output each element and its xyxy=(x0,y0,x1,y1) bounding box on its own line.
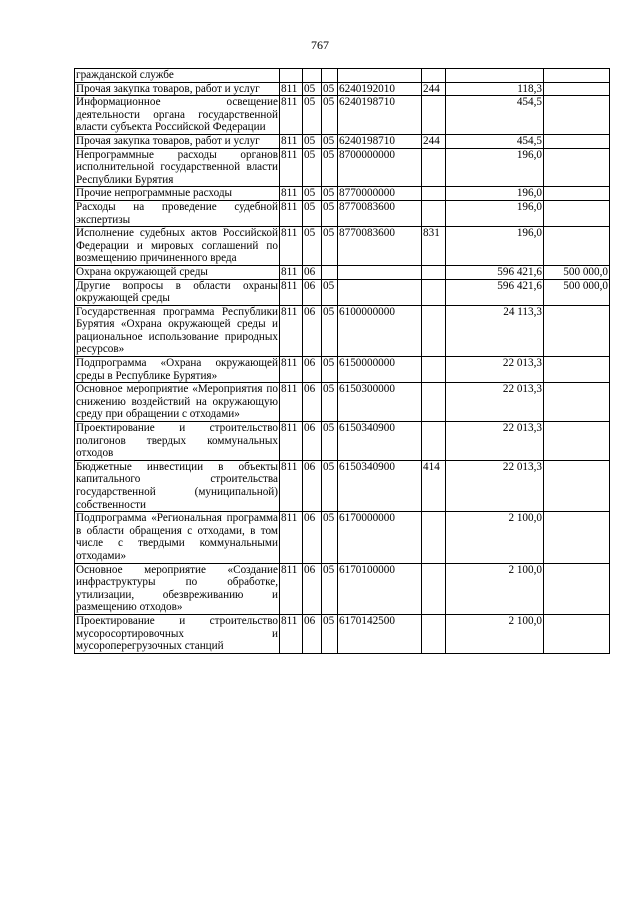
section-code-cell xyxy=(303,69,322,83)
target-article-cell: 8770083600 xyxy=(338,227,422,266)
expense-type-cell xyxy=(422,563,446,614)
expense-name-cell: Подпрограмма «Региональная программа в области обращения с отходами, в том числе с твердыми коммунальными отходами» xyxy=(76,512,278,562)
expense-type-cell xyxy=(422,305,446,356)
target-article-cell: 6150340900 xyxy=(338,460,422,511)
ministry-code-cell: 811 xyxy=(280,305,303,356)
amount-extra-cell xyxy=(544,563,610,614)
subsection-code-cell: 05 xyxy=(322,305,338,356)
section-code-cell: 05 xyxy=(303,82,322,96)
section-code-cell: 05 xyxy=(303,96,322,135)
ministry-code-cell: 811 xyxy=(280,460,303,511)
expense-name-cell: Расходы на проведение судебной экспертизы xyxy=(76,200,278,226)
amount-cell: 22 013,3 xyxy=(446,460,544,511)
amount-cell: 196,0 xyxy=(446,187,544,201)
ministry-code-cell: 811 xyxy=(280,134,303,148)
target-article-cell: 8770000000 xyxy=(338,187,422,201)
subsection-code-cell: 05 xyxy=(322,383,338,422)
amount-extra-cell xyxy=(544,82,610,96)
expense-name-cell: Проектирование и строительство полигонов твердых коммунальных отходов xyxy=(76,422,278,460)
table-row xyxy=(75,305,610,356)
target-article-cell: 6240192010 xyxy=(338,82,422,96)
subsection-code-cell: 05 xyxy=(322,357,338,383)
amount-cell: 22 013,3 xyxy=(446,357,544,383)
table-row xyxy=(75,357,610,383)
table-row xyxy=(75,200,610,226)
table-row xyxy=(75,563,610,614)
section-code-cell: 05 xyxy=(303,187,322,201)
amount-extra-cell xyxy=(544,422,610,461)
amount-cell: 118,3 xyxy=(446,82,544,96)
expense-name-cell: Непрограммные расходы органов исполнительной государственной власти Республики Бурятия xyxy=(76,148,278,186)
amount-cell: 24 113,3 xyxy=(446,305,544,356)
target-article-cell: 6150340900 xyxy=(338,422,422,461)
expense-type-cell: 244 xyxy=(422,134,446,148)
section-code-cell: 05 xyxy=(303,227,322,266)
target-article-cell xyxy=(338,279,422,305)
expense-type-cell xyxy=(422,187,446,201)
subsection-code-cell: 05 xyxy=(322,200,338,226)
target-article-cell: 8770083600 xyxy=(338,200,422,226)
ministry-code-cell: 811 xyxy=(280,279,303,305)
ministry-code-cell: 811 xyxy=(280,512,303,563)
ministry-code-cell: 811 xyxy=(280,96,303,135)
expense-name-cell: Информационное освещение деятельности органа государственной власти субъекта Российской Федерации xyxy=(76,96,278,134)
table-row xyxy=(75,227,610,266)
amount-extra-cell xyxy=(544,383,610,422)
subsection-code-cell: 05 xyxy=(322,279,338,305)
subsection-code-cell: 05 xyxy=(322,82,338,96)
amount-cell: 2 100,0 xyxy=(446,563,544,614)
ministry-code-cell: 811 xyxy=(280,148,303,187)
subsection-code-cell xyxy=(322,265,338,279)
ministry-code-cell: 811 xyxy=(280,200,303,226)
table-row xyxy=(75,279,610,305)
expense-name-cell: Проектирование и строительство мусоросортировочных и мусороперегрузочных станций xyxy=(76,614,278,653)
amount-extra-cell xyxy=(544,357,610,383)
subsection-code-cell: 05 xyxy=(322,614,338,653)
table-row xyxy=(75,69,610,83)
ministry-code-cell: 811 xyxy=(280,614,303,653)
expense-name-cell: Исполнение судебных актов Российской Федерации и мировых соглашений по возмещению причиненного вреда xyxy=(76,227,278,265)
amount-cell: 596 421,6 xyxy=(446,265,544,279)
table-row xyxy=(75,422,610,461)
ministry-code-cell: 811 xyxy=(280,187,303,201)
expense-type-cell xyxy=(422,422,446,461)
amount-extra-cell xyxy=(544,460,610,511)
expense-type-cell xyxy=(422,200,446,226)
amount-extra-cell: 500 000,0 xyxy=(544,265,610,279)
amount-cell: 454,5 xyxy=(446,134,544,148)
expense-type-cell: 244 xyxy=(422,82,446,96)
expense-type-cell xyxy=(422,148,446,187)
table-row xyxy=(75,460,610,511)
expense-type-cell xyxy=(422,383,446,422)
target-article-cell: 8700000000 xyxy=(338,148,422,187)
section-code-cell: 05 xyxy=(303,200,322,226)
amount-extra-cell xyxy=(544,148,610,187)
ministry-code-cell: 811 xyxy=(280,82,303,96)
ministry-code-cell: 811 xyxy=(280,422,303,461)
target-article-cell: 6240198710 xyxy=(338,134,422,148)
expense-type-cell xyxy=(422,357,446,383)
subsection-code-cell: 05 xyxy=(322,563,338,614)
subsection-code-cell: 05 xyxy=(322,227,338,266)
table-row xyxy=(75,96,610,135)
ministry-code-cell: 811 xyxy=(280,227,303,266)
section-code-cell: 06 xyxy=(303,460,322,511)
expense-name-cell: Основное мероприятие «Мероприятия по снижению воздействий на окружающую среду при обращении с отходами» xyxy=(76,383,278,421)
section-code-cell: 06 xyxy=(303,614,322,653)
amount-cell: 22 013,3 xyxy=(446,422,544,461)
target-article-cell: 6150000000 xyxy=(338,357,422,383)
subsection-code-cell: 05 xyxy=(322,512,338,563)
expense-type-cell: 414 xyxy=(422,460,446,511)
expense-name-cell: Государственная программа Республики Бурятия «Охрана окружающей среды и рациональное использование природных ресурсов» xyxy=(76,305,278,356)
expense-name-cell: Прочие непрограммные расходы xyxy=(75,187,280,201)
expense-name-cell: Основное мероприятие «Создание инфраструктуры по обработке, утилизации, обезвреживанию и размещению отходов» xyxy=(76,563,278,614)
target-article-cell xyxy=(338,69,422,83)
target-article-cell: 6170000000 xyxy=(338,512,422,563)
section-code-cell: 05 xyxy=(303,148,322,187)
target-article-cell: 6150300000 xyxy=(338,383,422,422)
section-code-cell: 06 xyxy=(303,305,322,356)
amount-extra-cell xyxy=(544,305,610,356)
section-code-cell: 06 xyxy=(303,357,322,383)
table-row xyxy=(75,383,610,422)
section-code-cell: 06 xyxy=(303,422,322,461)
expense-type-cell xyxy=(422,512,446,563)
amount-cell: 454,5 xyxy=(446,96,544,135)
subsection-code-cell: 05 xyxy=(322,460,338,511)
expense-type-cell xyxy=(422,69,446,83)
amount-extra-cell xyxy=(544,512,610,563)
target-article-cell: 6240198710 xyxy=(338,96,422,135)
target-article-cell: 6100000000 xyxy=(338,305,422,356)
expense-name-cell: гражданской службе xyxy=(75,69,280,83)
amount-cell: 2 100,0 xyxy=(446,614,544,653)
amount-cell: 22 013,3 xyxy=(446,383,544,422)
ministry-code-cell: 811 xyxy=(280,563,303,614)
section-code-cell: 05 xyxy=(303,134,322,148)
ministry-code-cell: 811 xyxy=(280,383,303,422)
table-row xyxy=(75,134,610,148)
table-row xyxy=(75,82,610,96)
amount-extra-cell xyxy=(544,69,610,83)
expense-name-cell: Другие вопросы в области охраны окружающей среды xyxy=(76,279,278,305)
expense-name-cell: Бюджетные инвестиции в объекты капитального строительства государственной (муниципальной) собственности xyxy=(76,460,278,511)
amount-cell: 196,0 xyxy=(446,148,544,187)
section-code-cell: 06 xyxy=(303,512,322,563)
amount-cell: 596 421,6 xyxy=(446,279,544,305)
amount-cell: 196,0 xyxy=(446,200,544,226)
table-row xyxy=(75,265,610,279)
target-article-cell xyxy=(338,265,422,279)
target-article-cell: 6170100000 xyxy=(338,563,422,614)
expense-type-cell xyxy=(422,265,446,279)
expense-name-cell: Подпрограмма «Охрана окружающей среды в Республике Бурятия» xyxy=(76,357,278,382)
table-row xyxy=(75,512,610,563)
expense-type-cell: 831 xyxy=(422,227,446,266)
amount-cell: 196,0 xyxy=(446,227,544,266)
expense-name-cell: Прочая закупка товаров, работ и услуг xyxy=(75,82,280,96)
section-code-cell: 06 xyxy=(303,265,322,279)
section-code-cell: 06 xyxy=(303,383,322,422)
amount-cell xyxy=(446,69,544,83)
table-row xyxy=(75,187,610,201)
expense-name-cell: Прочая закупка товаров, работ и услуг xyxy=(75,134,280,148)
table-row xyxy=(75,148,610,187)
subsection-code-cell xyxy=(322,69,338,83)
expense-type-cell xyxy=(422,279,446,305)
amount-extra-cell xyxy=(544,134,610,148)
section-code-cell: 06 xyxy=(303,563,322,614)
amount-extra-cell xyxy=(544,200,610,226)
ministry-code-cell xyxy=(280,69,303,83)
amount-extra-cell xyxy=(544,614,610,653)
amount-extra-cell xyxy=(544,187,610,201)
ministry-code-cell: 811 xyxy=(280,357,303,383)
subsection-code-cell: 05 xyxy=(322,422,338,461)
subsection-code-cell: 05 xyxy=(322,148,338,187)
amount-extra-cell: 500 000,0 xyxy=(544,279,610,305)
table-row xyxy=(75,614,610,653)
expense-type-cell xyxy=(422,96,446,135)
ministry-code-cell: 811 xyxy=(280,265,303,279)
subsection-code-cell: 05 xyxy=(322,96,338,135)
expense-type-cell xyxy=(422,614,446,653)
amount-extra-cell xyxy=(544,227,610,266)
section-code-cell: 06 xyxy=(303,279,322,305)
page-number: 767 xyxy=(311,38,329,52)
subsection-code-cell: 05 xyxy=(322,187,338,201)
budget-table xyxy=(74,68,610,654)
subsection-code-cell: 05 xyxy=(322,134,338,148)
expense-name-cell: Охрана окружающей среды xyxy=(75,265,280,279)
target-article-cell: 6170142500 xyxy=(338,614,422,653)
amount-cell: 2 100,0 xyxy=(446,512,544,563)
amount-extra-cell xyxy=(544,96,610,135)
